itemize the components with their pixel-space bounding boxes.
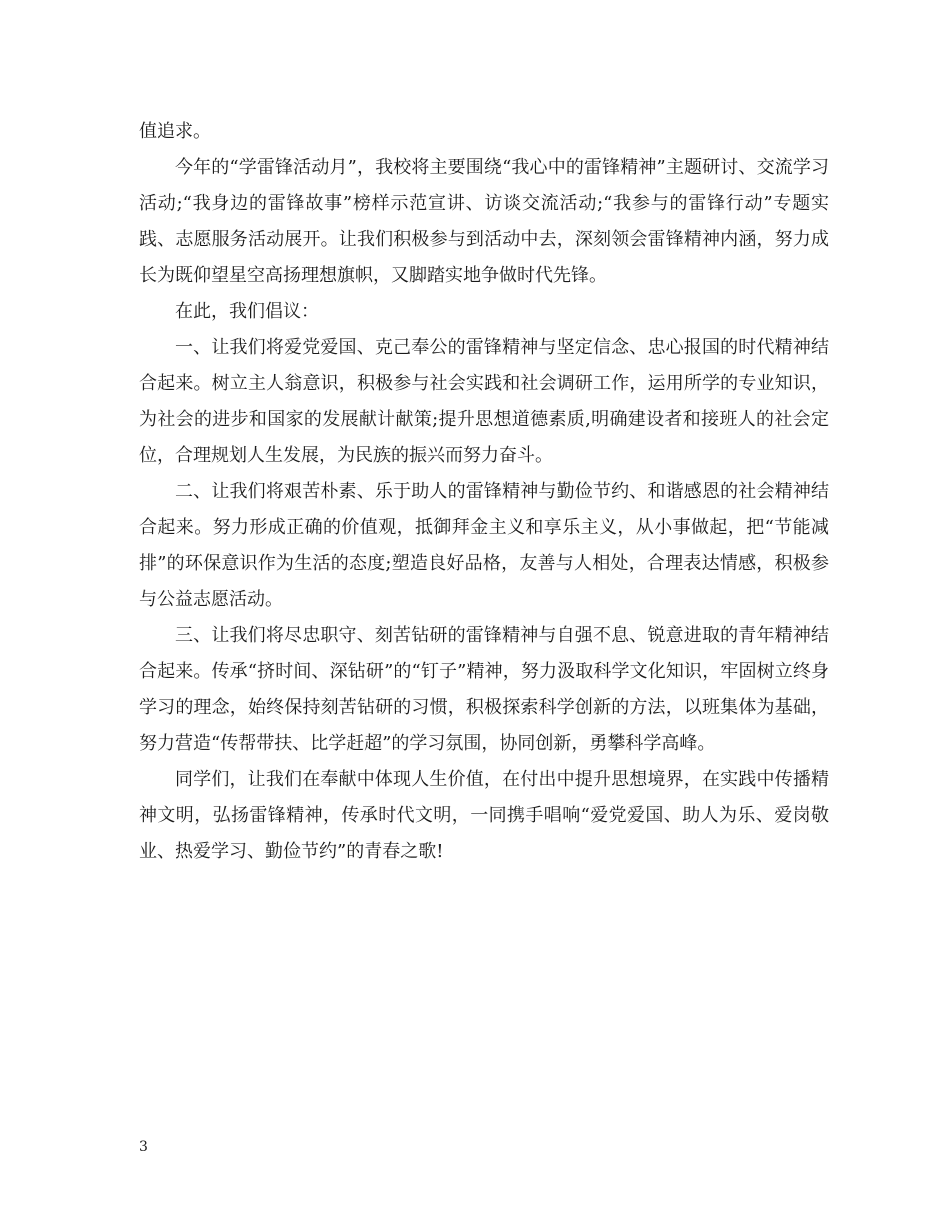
- paragraph-proposal-one: 一、让我们将爱党爱国、克己奉公的雷锋精神与坚定信念、忠心报国的时代精神结合起来。树立主人翁意识，积极参与社会实践和社会调研工作，运用所学的专业知识，为社会的进步和国家的发展献计献策;提升思想道德素质,明确建设者和接班人的社会定位，合理规划人生发展，为民族的振兴而努力奋斗。: [139, 337, 829, 466]
- paragraph-proposal-two: 二、让我们将艰苦朴素、乐于助人的雷锋精神与勤俭节约、和谐感恩的社会精神结合起来。努力形成正确的价值观，抵御拜金主义和享乐主义，从小事做起，把“节能减排”的环保意识作为生活的态度;塑造良好品格，友善与人相处，合理表达情感，积极参与公益志愿活动。: [139, 481, 829, 610]
- document-body: [139, 114, 829, 870]
- paragraph-activity-month: 今年的“学雷锋活动月”，我校将主要围绕“我心中的雷锋精神”主题研讨、交流学习活动;“我身边的雷锋故事”榜样示范宣讲、访谈交流活动;“我参与的雷锋行动”专题实践、志愿服务活动展开。让我们积极参与到活动中去，深刻领会雷锋精神内涵，努力成长为既仰望星空高扬理想旗帜，又脚踏实地争做时代先锋。: [139, 157, 829, 286]
- paragraph-proposal-intro: 在此，我们倡议：: [175, 301, 319, 322]
- paragraph-closing: 同学们，让我们在奉献中体现人生价值，在付出中提升思想境界，在实践中传播精神文明，弘扬雷锋精神，传承时代文明，一同携手唱响“爱党爱国、助人为乐、爱岗敬业、热爱学习、勤俭节约”的青春之歌!: [139, 769, 829, 862]
- page-number: 3: [139, 1139, 148, 1155]
- paragraph-proposal-three: 三、让我们将尽忠职守、刻苦钻研的雷锋精神与自强不息、锐意进取的青年精神结合起来。传承“挤时间、深钻研”的“钉子”精神，努力汲取科学文化知识，牢固树立终身学习的理念，始终保持刻苦钻研的习惯，积极探索科学创新的方法，以班集体为基础，努力营造“传帮带扶、比学赶超”的学习氛围，协同创新，勇攀科学高峰。: [139, 625, 829, 754]
- paragraph-continuation: 值追求。: [139, 121, 211, 142]
